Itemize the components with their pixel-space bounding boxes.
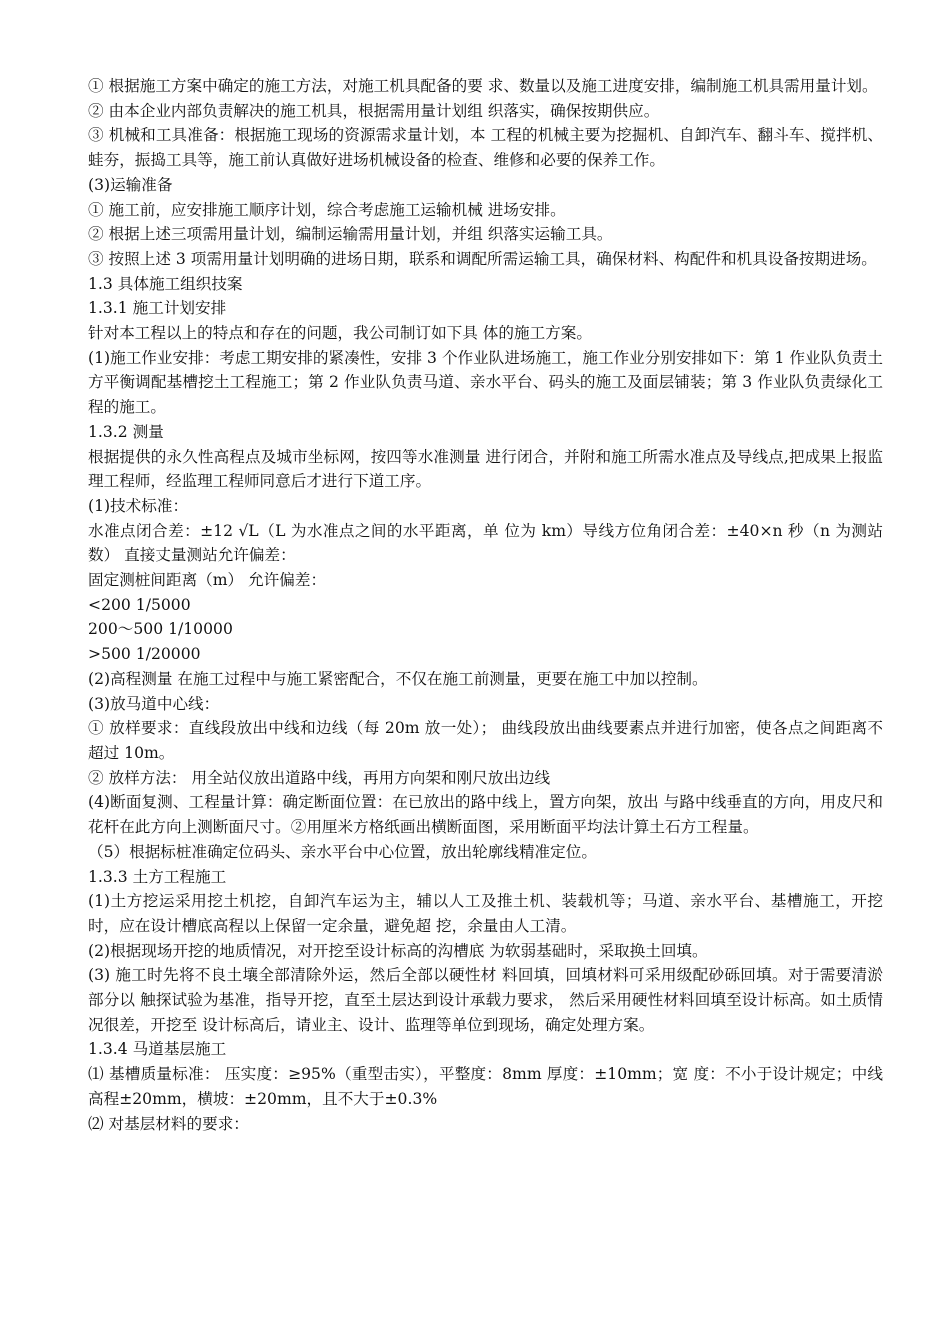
paragraph: (3) 施工时先将不良土壤全部清除外运，然后全部以硬性材 料回填，回填材料可采用级配砂砾回填。对于需要清淤部分以 触探试验为基准，指导开挖，直至土层达到设计承载力要求， 然后采用硬性材料回填至设计标高。如土质情况很差，开挖至 设计标高后，请业主、设计、监理等单位到现场，确定处理方案。 — [88, 966, 883, 1034]
paragraph: 水准点闭合差：±12 √L（L 为水准点之间的水平距离，单 位为 km）导线方位角闭合差：±40×n 秒（n 为测站数） 直接丈量测站允许偏差： — [88, 521, 883, 565]
paragraph: ① 根据施工方案中确定的施工方法，对施工机具配备的要 求、数量以及施工进度安排，编制施工机具需用量计划。 — [88, 77, 878, 95]
paragraph: ⑵ 对基层材料的要求： — [88, 1114, 249, 1133]
paragraph: (1)施工作业安排：考虑工期安排的紧凑性，安排 3 个作业队进场施工，施工作业分别安排如下：第 1 作业队负责土方平衡调配基槽挖土工程施工；第 2 作业队负责马道、亲水平台、码头的施工及面层铺装；第 3 作业队负责绿化工程的施工。 — [88, 348, 883, 417]
paragraph: ③ 机械和工具准备：根据施工现场的资源需求量计划，本 工程的机械主要为挖掘机、自卸汽车、翻斗车、搅拌机、蛙夯，振捣工具等，施工前认真做好进场机械设备的检查、维修和必要的保养工作。 — [88, 126, 883, 170]
document-body — [88, 74, 883, 1136]
tolerance-row: >500 1/20000 — [88, 645, 201, 664]
paragraph: （5）根据标桩准确定位码头、亲水平台中心位置，放出轮廓线精准定位。 — [88, 842, 597, 861]
section-heading: (1)技术标准： — [88, 496, 189, 515]
section-heading: (3)放马道中心线： — [88, 694, 220, 713]
tolerance-row: <200 1/5000 — [88, 595, 191, 614]
paragraph: ⑴ 基槽质量标准： 压实度：≥95%（重型击实），平整度：8mm 厚度：±10mm；宽 度：不小于设计规定；中线高程±20mm，横坡：±20mm，且不大于±0.3% — [88, 1065, 883, 1108]
paragraph: (2)高程测量 在施工过程中与施工紧密配合，不仅在施工前测量，更要在施工中加以控制。 — [88, 669, 708, 688]
section-heading: 1.3.2 测量 — [88, 422, 164, 441]
paragraph: 根据提供的永久性高程点及城市坐标网，按四等水准测量 进行闭合，并附和施工所需水准点及导线点,把成果上报监理工程师，经监理工程师同意后才进行下道工序。 — [88, 447, 883, 491]
paragraph: ① 放样要求：直线段放出中线和边线（每 20m 放一处）； 曲线段放出曲线要素点并进行加密，使各点之间距离不超过 10m。 — [88, 719, 883, 762]
paragraph: 固定测桩间距离（m） 允许偏差： — [88, 571, 327, 590]
paragraph: ② 放样方法： 用全站仪放出道路中线，再用方向架和刚尺放出边线 — [88, 768, 551, 787]
paragraph: (4)断面复测、工程量计算：确定断面位置：在已放出的路中线上，置方向架，放出 与路中线垂直的方向，用皮尺和花杆在此方向上测断面尺寸。②用厘米方格纸画出横断面图，采用断面平均法计算土石方工程量。 — [88, 793, 883, 837]
section-heading: 1.3.1 施工计划安排 — [88, 299, 227, 318]
paragraph: 针对本工程以上的特点和存在的问题，我公司制订如下具 体的施工方案。 — [88, 324, 592, 343]
paragraph: ③ 按照上述 3 项需用量计划明确的进场日期，联系和调配所需运输工具，确保材料、构配件和机具设备按期进场。 — [88, 249, 877, 268]
section-heading: 1.3.4 马道基层施工 — [88, 1040, 227, 1059]
tolerance-row: 200～500 1/10000 — [88, 620, 233, 639]
paragraph: ① 施工前，应安排施工顺序计划，综合考虑施工运输机械 进场安排。 — [88, 200, 566, 219]
section-heading: 1.3.3 土方工程施工 — [88, 867, 227, 886]
section-heading: 1.3 具体施工组织技案 — [88, 274, 243, 293]
paragraph: (1)土方挖运采用挖土机挖，自卸汽车运为主，辅以人工及推土机、装载机等；马道、亲水平台、基槽施工，开挖时，应在设计槽底高程以上保留一定余量，避免超 挖，余量由人工清。 — [88, 892, 883, 935]
paragraph: (2)根据现场开挖的地质情况，对开挖至设计标高的沟槽底 为软弱基础时，采取换土回填。 — [88, 941, 708, 960]
section-heading: (3)运输准备 — [88, 175, 173, 194]
paragraph: ② 由本企业内部负责解决的施工机具，根据需用量计划组 织落实，确保按期供应。 — [88, 101, 660, 120]
paragraph: ② 根据上述三项需用量计划，编制运输需用量计划，并组 织落实运输工具。 — [88, 225, 613, 244]
